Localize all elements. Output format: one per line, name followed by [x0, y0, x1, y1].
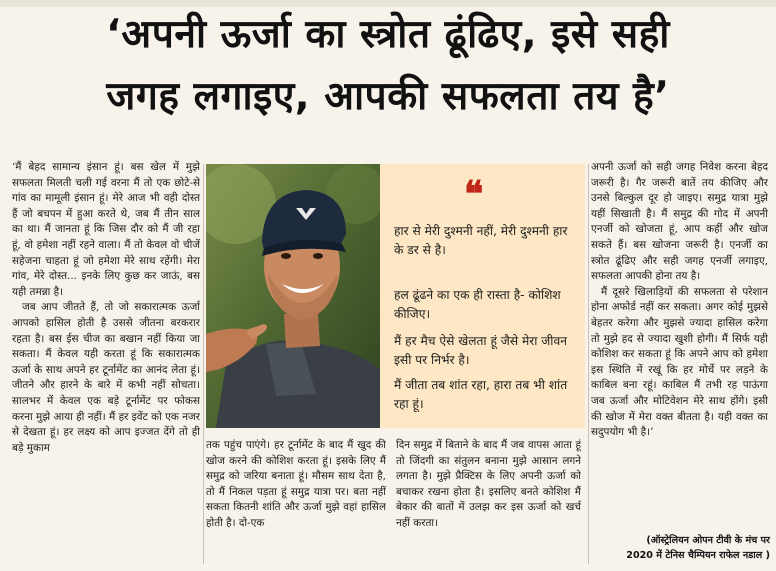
- column-4-paragraph-1: अपनी ऊर्जा को सही जगह निवेश करना बेहद जरूरी है। गैर जरूरी बातें तय कीजिए और उनसे बिल्कुल दूर हो जाइए। समुद्र यात्रा मुझे यहीं सिखाती है। मैं समुद्र की गोद में अपनी एनर्जी को खोजता हूं, आप कहीं और खोज सकते हैं। बस खोजना जरूरी है। एनर्जी का स्त्रोत ढूंढिए और सही जगह एनर्जी लगाइए, सफलता आपकी होना तय है।: [591, 161, 768, 283]
- player-photo: [206, 164, 380, 428]
- column-4-paragraph-2: मैं दूसरे खिलाड़ियों की सफलता से परेशान होना अफोर्ड नहीं कर सकता। अगर कोई मुझसे बेहतर करेगा और मुझसे ज्यादा हासिल करेगा तो मुझे हद से ज्यादा खुशी होगी। मैं सिर्फ यही कोशिश कर सकता हूं कि अपने आप को हमेशा इस स्थिति में रखूं कि हर मोर्चे पर लड़ने के काबिल बना रहूं। काबिल मैं तभी रह पाऊंगा जब ऊर्जा और मोटिवेशन मेरे साथ होंगे। इसी की खोज में मेरा वक्त बीतता है। यही वक्त का सदुपयोग भी है।’: [591, 285, 768, 439]
- quote-2: हल ढूंढने का एक ही रास्ता है- कोशिश कीजिए।: [394, 288, 561, 321]
- quote-3: मैं हर मैच ऐसे खेलता हूं जैसे मेरा जीवन इसी पर निर्भर है।: [394, 334, 568, 367]
- headline-line-2: जगह लगाइए, आपकी सफलता तय है’: [106, 74, 670, 119]
- quote-mark-icon: ❝: [464, 173, 484, 215]
- quote-box: [380, 164, 585, 428]
- article-column-4: [591, 160, 768, 540]
- column-divider: [588, 164, 589, 564]
- article-column-1: [12, 160, 200, 570]
- column-2-paragraph-1: तक पहुंच पाएंगे। हर टूर्नामेंट के बाद मैं खुद की खोज करने की कोशिश करता हूं। इसके लिए मैं समुद्र को जरिया बनाता हूं। मौसम साथ देता है, तो मैं निकल पड़ता हूं समुद्र यात्रा पर। बता नहीं सकता कितनी शांति और ऊर्जा मुझे वहां हासिल होती है। दो-एक: [206, 439, 386, 529]
- headline: [0, 4, 776, 152]
- headline-line-1: ‘अपनी ऊर्जा का स्त्रोत ढूंढिए, इसे सही: [106, 12, 670, 57]
- column-divider: [203, 164, 204, 564]
- quote-1: हार से मेरी दुश्मनी नहीं, मेरी दुश्मनी हार के डर से है।: [394, 224, 568, 257]
- article-column-3: [396, 438, 581, 570]
- column-3-paragraph-1: दिन समुद्र में बिताने के बाद मैं जब वापस आता हूं तो जिंदगी का संतुलन बनाना मुझे आसान लगने लगता है। मुझे प्रैक्टिस के लिए अपनी ऊर्जा को बचाकर रखना होता है। इसलिए बनते कोशिश मैं बेकार की बातों में उलझ कर इस ऊर्जा को खर्च नहीं करता।: [396, 439, 581, 529]
- credit-line-1: (ऑस्ट्रेलियन ओपन टीवी के मंच पर: [646, 535, 770, 546]
- quote-credit: [594, 533, 770, 563]
- credit-line-2: 2020 में टेनिस चैम्पियन राफेल नडाल ): [626, 550, 770, 561]
- column-1-paragraph-1: ‘मैं बेहद सामान्य इंसान हूं। बस खेल में मुझे सफलता मिलती चली गई वरना मैं तो एक छोटे-से गांव का मामूली इंसान हूं। मेरे आज भी वही दोस्त हैं जो बचपन में हुआ करते थे, जब मैं तीन साल का था। मैं जानता हूं कि जिस दौर को मैं जी रहा हूं, वो हमेशा नहीं रहने वाला। मैं तो केवल वो चीजें सहेजना चाहता हूं जो हमेशा मेरे साथ रहेंगी। मेरा गांव, मेरे दोस्त... इनके लिए कुछ कर जाऊं, बस यही तमन्ना है।: [12, 161, 200, 298]
- quote-4: मैं जीता तब शांत रहा, हारा तब भी शांत रहा हूं।: [394, 378, 568, 411]
- player-photo-illustration: [206, 164, 380, 428]
- article-column-2: [206, 438, 386, 570]
- column-1-paragraph-2: जब आप जीतते हैं, तो जो सकारात्मक ऊर्जा आपको हासिल होती है उससे जीतना बरकरार रहता है। बस ईस चीज का बखान नहीं किया जा सकता। मैं केवल यही करता हूं कि सकारात्मक ऊर्जा के साथ अपने हर टूर्नामेंट का आनंद लेता हूं। जीतने और हारने के बारे में कभी नहीं सोचता। सालभर में केवल एक बड़े टूर्नामेंट पर फोकस करना मुझे आया ही नहीं। मैं हर इवेंट को एक नजर से देखता हूं। हर लक्ष्य को आप इज्जत देंगे तो ही बड़े मुकाम: [12, 301, 200, 454]
